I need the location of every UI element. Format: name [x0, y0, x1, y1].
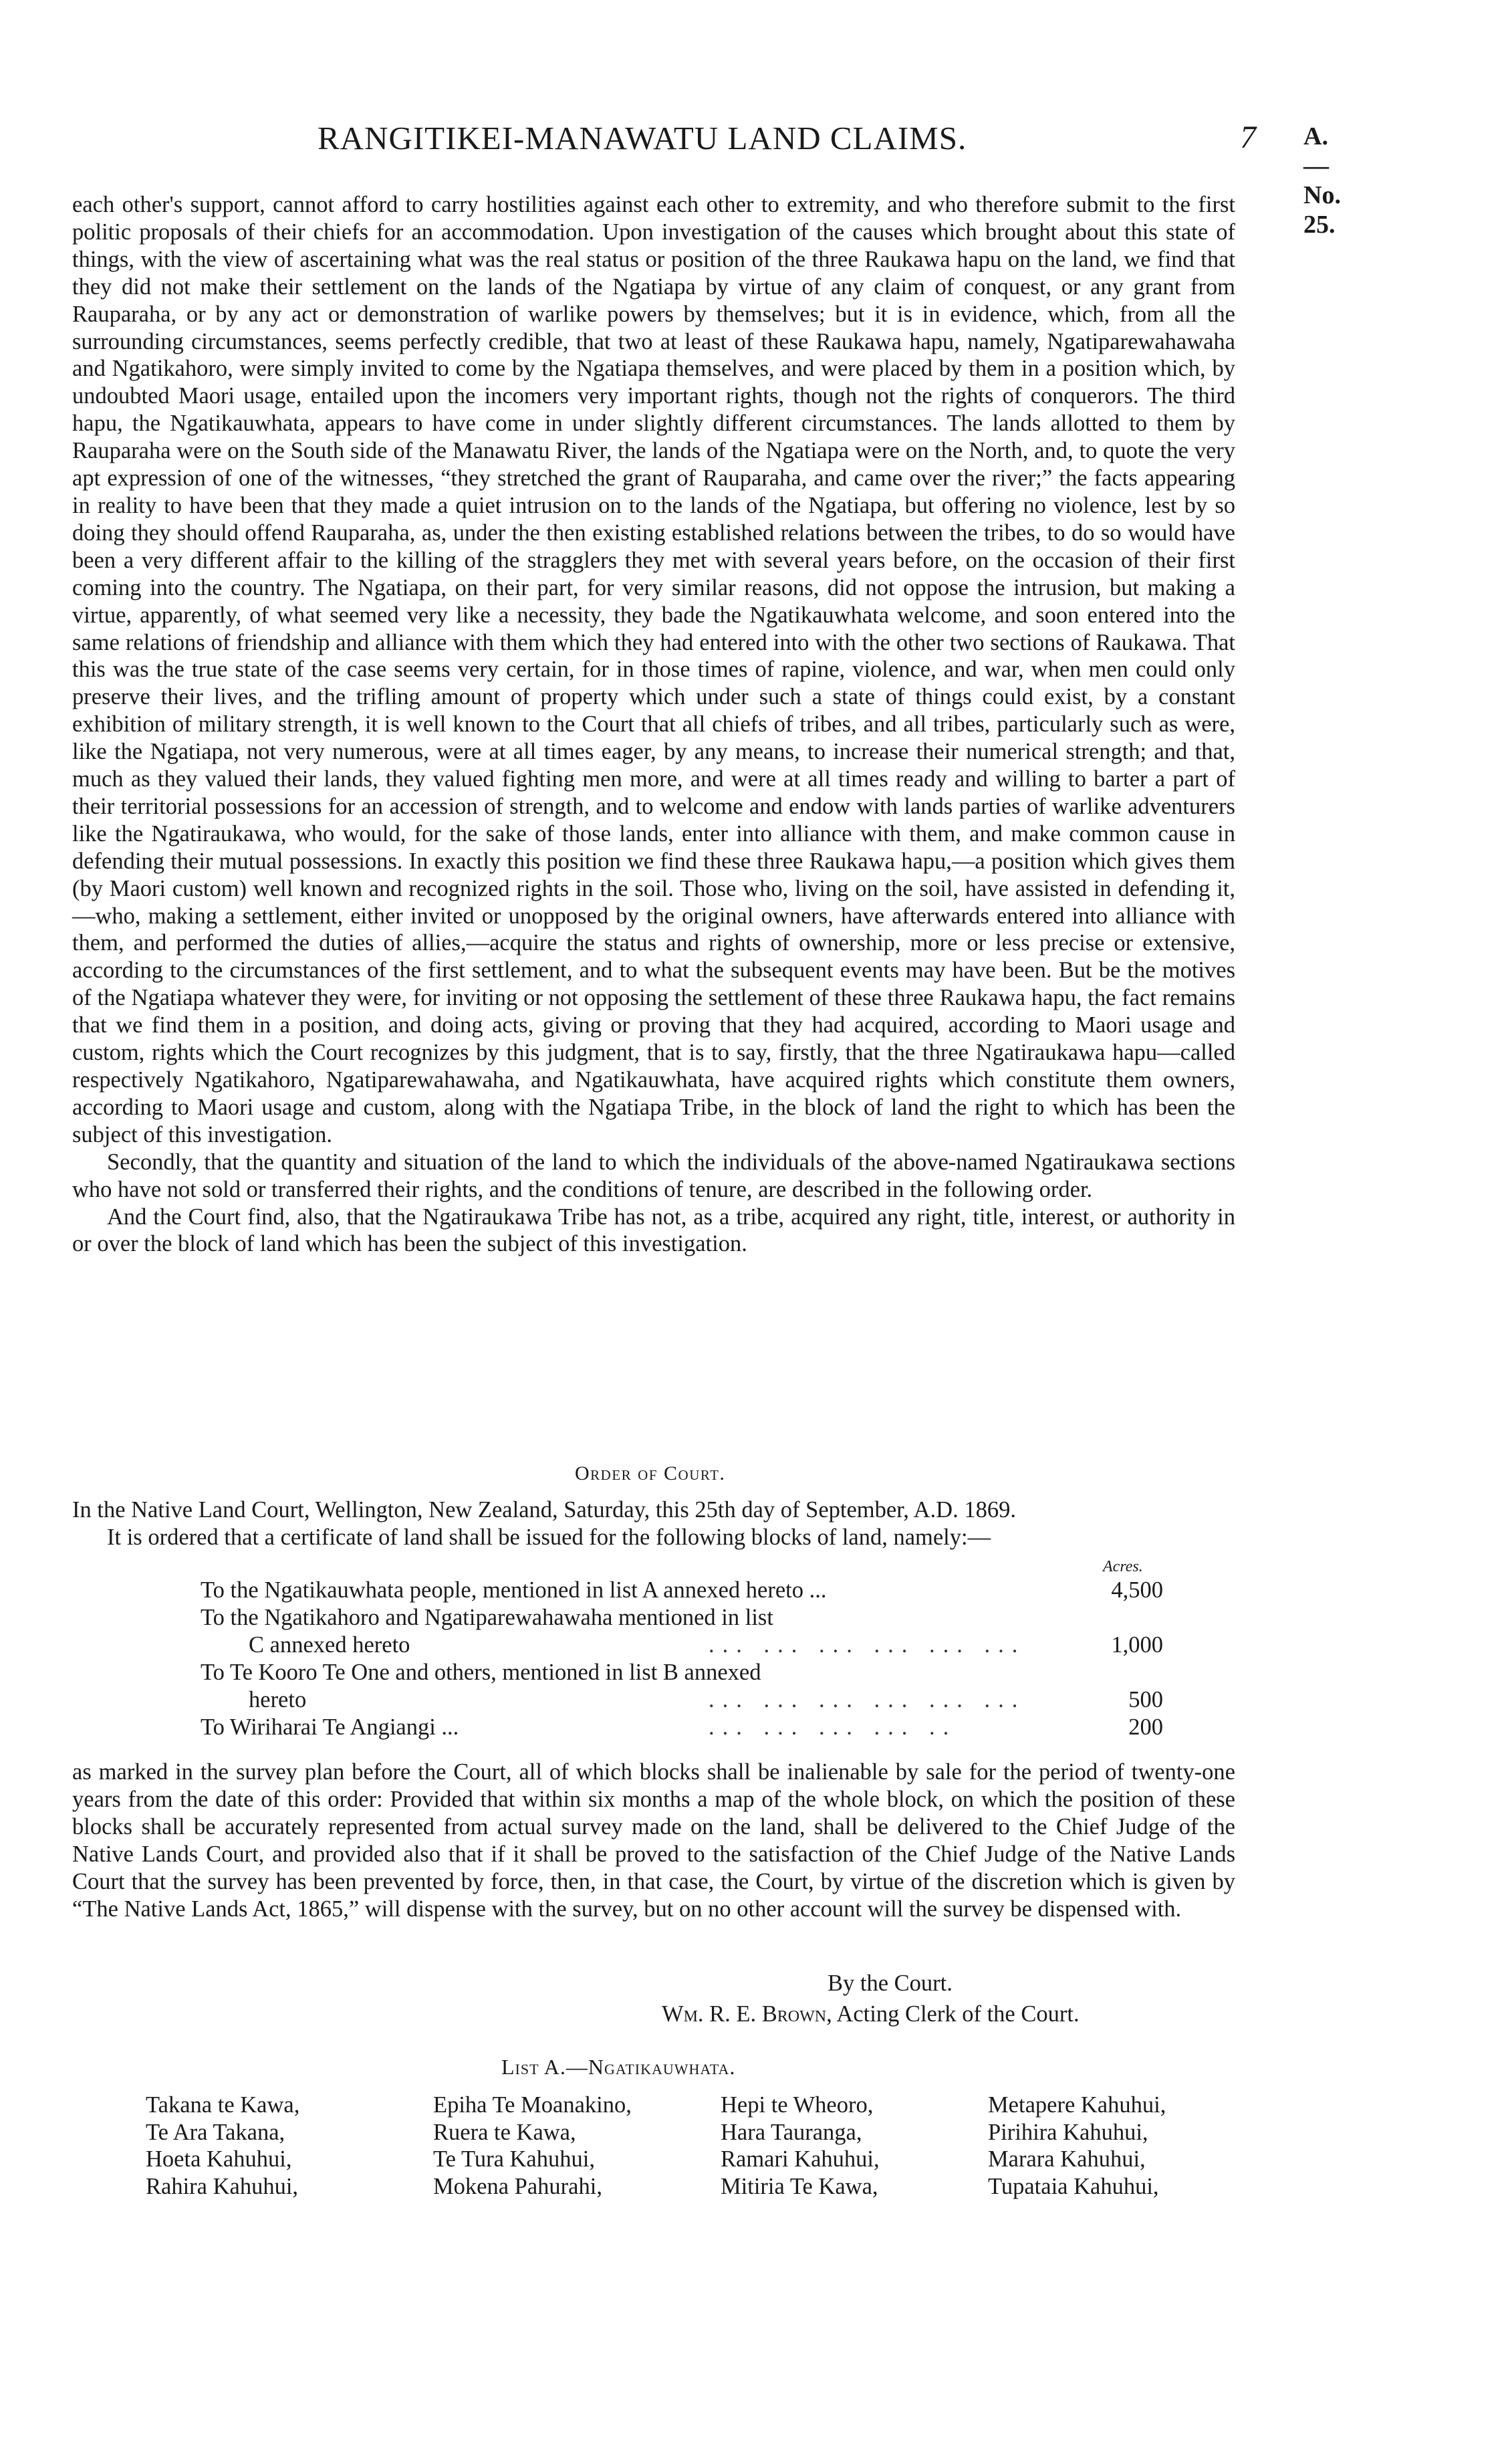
- order-intro-line: It is ordered that a certificate of land shall be issued for the following blocks of land, namely:—: [107, 1525, 991, 1550]
- land-block-description: To Wiriharai Te Angiangi ...: [201, 1714, 459, 1740]
- page-title: RANGITIKEI-MANAWATU LAND CLAIMS.: [318, 120, 967, 156]
- page-header: [80, 119, 1341, 239]
- leader-dots: ... ... ... ... ..: [709, 1714, 957, 1740]
- list-a-name: Tupataia Kahuhui,: [988, 2173, 1159, 2199]
- land-block-item: [201, 1604, 1163, 1659]
- judgment-text: [72, 191, 1235, 1258]
- list-a-name: Hoeta Kahuhui,: [146, 2146, 292, 2172]
- list-a-name: Te Tura Kahuhui,: [433, 2146, 595, 2172]
- land-block-description: To the Ngatikahoro and Ngatiparewahawaha mentioned in list: [201, 1605, 773, 1630]
- order-title: Order of Court.: [575, 1462, 726, 1484]
- signature-role: , Acting Clerk of the Court.: [826, 2001, 1080, 2027]
- leader-dots: ... ... ... ... ... ...: [709, 1632, 1026, 1658]
- leader-dots: ... ... ... ... ... ...: [709, 1687, 1026, 1712]
- list-a-name: Hara Tauranga,: [721, 2119, 862, 2145]
- order-closing-text: as marked in the survey plan before the Court, all of which blocks shall be inalienable by sale for the period of twenty-one years from the date of this order: Provided that within six months a map of the whole block, on which the position of these blocks shall be accurately represented from actual survey made on the land, shall be delivered to the Chief Judge of the Native Lands Court, and provided also that if it shall be proved to the satisfaction of the Chief Judge of the Native Lands Court that the survey has been prevented by force, then, in that case, the Court, by virtue of the discretion which is given by “The Native Lands Act, 1865,” will dispense with the survey, but on no other account will the survey be dispensed with.: [72, 1759, 1235, 1922]
- order-intro-line: In the Native Land Court, Wellington, New Zealand, Saturday, this 25th day of September, A.D. 1869.: [72, 1497, 1016, 1523]
- list-a-name: Te Ara Takana,: [146, 2119, 285, 2145]
- list-a-name: Ramari Kahuhui,: [721, 2146, 880, 2172]
- document-reference: A.—No. 25.: [1303, 122, 1341, 239]
- list-a-title: List A.—Ngatikauwhata.: [501, 2055, 736, 2079]
- list-a-name: Metapere Kahuhui,: [988, 2092, 1166, 2118]
- list-a-name: Epiha Te Moanakino,: [433, 2092, 632, 2118]
- judgment-paragraph: Secondly, that the quantity and situation of the land to which the individuals of the above-named Ngatiraukawa sections who have not sold or transferred their rights, and the conditions of tenure, are described in the following order.: [72, 1149, 1235, 1202]
- land-block-item: [201, 1714, 1163, 1741]
- judgment-paragraph: And the Court find, also, that the Ngatiraukawa Tribe has not, as a tribe, acquired any right, title, interest, or authority in or over the block of land which has been the subject of this investigation.: [72, 1204, 1235, 1257]
- order-intro: [72, 1496, 1242, 1551]
- land-block-acres: 4,500: [1111, 1577, 1163, 1603]
- list-a-name: Ruera te Kawa,: [433, 2119, 576, 2145]
- land-block-acres: 1,000: [1111, 1632, 1163, 1658]
- list-a-name: Pirihira Kahuhui,: [988, 2119, 1148, 2145]
- list-a-name: Takana te Kawa,: [146, 2092, 300, 2118]
- land-blocks-list: [201, 1577, 1163, 1741]
- list-a-name: Rahira Kahuhui,: [146, 2173, 299, 2199]
- list-a-name: Mitiria Te Kawa,: [721, 2173, 878, 2199]
- judgment-paragraph: each other's support, cannot afford to carry hostilities against each other to extremity, and who therefore submit to the first politic proposals of their chiefs for an accommodation. Upon investigation of the causes which brought about this state of things, with the view of ascertaining what was the real status or position of the three Raukawa hapu on the land, we find that they did not make their settlement on the lands of the Ngatiapa by virtue of any claim of conquest, or any grant from Rauparaha, or by any act or demonstration of warlike powers by themselves; but it is in evidence, which, from all the surrounding circumstances, seems perfectly credible, that two at least of these Raukawa hapu, namely, Ngatiparewahawaha and Ngatikahoro, were simply invited to come by the Ngatiapa themselves, and were placed by them in a position which, by undoubted Maori usage, entailed upon the incomers very important rights, though not the rights of conquerors. The third hapu, the Ngatikauwhata, appears to have come in under slightly different circumstances. The lands allotted to them by Rauparaha were on the South side of the Manawatu River, the lands of the Ngatiapa were on the North, and, to quote the very apt expression of one of the witnesses, “they stretched the grant of Rauparaha, and came over the river;” the facts appearing in reality to have been that they made a quiet intrusion on to the lands of the Ngatiapa, but offering no violence, lest by so doing they should offend Rauparaha, as, under the then existing established relations between the tribes, to do so would have been a very different affair to the killing of the stragglers they met with several years before, on the occasion of their first coming into the country. The Ngatiapa, on their part, for very similar reasons, did not oppose the intrusion, but making a virtue, apparently, of what seemed very like a necessity, they bade the Ngatikauwhata welcome, and soon entered into the same relations of friendship and alliance with them which they had entered into with the other two sections of Raukawa. That this was the true state of the case seems very certain, for in those times of rapine, violence, and war, when men could only preserve their lives, and the trifling amount of property which under such a state of things could exist, by a constant exhibition of military strength, it is well known to the Court that all chiefs of tribes, and all tribes, particularly such as were, like the Ngatiapa, not very numerous, were at all times eager, by any means, to increase their numerical strength; and that, much as they valued their lands, they valued fighting men more, and were at all times ready and willing to barter a part of their territorial possessions for an accession of strength, and to welcome and endow with lands parties of warlike adventurers like the Ngatiraukawa, who would, for the sake of those lands, enter into alliance with them, and make common cause in defending their mutual possessions. In exactly this position we find these three Raukawa hapu,—a position which gives them (by Maori custom) well known and recognized rights in the soil. Those who, living on the soil, have assisted in defending it,—who, making a settlement, either invited or unopposed by the original owners, have afterwards entered into alliance with them, and performed the duties of allies,—acquire the status and rights of ownership, more or less precise or extensive, according to the circumstances of the first settlement, and to what the subsequent events may have been. But be the motives of the Ngatiapa whatever they were, for inviting or not opposing the settlement of these three Raukawa hapu, the fact remains that we find them in a position, and doing acts, giving or proving that they had acquired, according to Maori usage and custom, rights which the Court recognizes by this judgment, that is to say, firstly, that the three Ngatiraukawa hapu—called respectively Ngatikahoro, Ngatiparewahawaha, and Ngatikauwhata, have acquired rights which constitute them owners, according to Maori usage and custom, along with the Ngatiapa Tribe, in the block of land the right to which has been the subject of this investigation.: [72, 192, 1235, 1147]
- land-block-acres: 200: [1128, 1714, 1163, 1741]
- list-a-name: Hepi te Wheoro,: [721, 2092, 874, 2118]
- land-block-description-cont: C annexed hereto: [249, 1632, 410, 1658]
- list-a-names: [146, 2092, 1269, 2200]
- acres-column-heading: Acres.: [1103, 1558, 1143, 1575]
- land-block-description-cont: hereto: [249, 1687, 307, 1712]
- by-the-court: By the Court.: [828, 1971, 953, 1996]
- list-a-name: Mokena Pahurahi,: [433, 2173, 602, 2199]
- land-block-item: [201, 1659, 1163, 1714]
- signature-name: Wm. R. E. Brown: [662, 2001, 827, 2027]
- list-a-name: Marara Kahuhui,: [988, 2146, 1146, 2172]
- order-closing: [72, 1759, 1235, 1922]
- page-number: 7: [1240, 120, 1256, 155]
- land-block-acres: 500: [1128, 1687, 1163, 1713]
- land-block-description: To Te Kooro Te One and others, mentioned in list B annexed: [201, 1660, 761, 1685]
- land-block-description: To the Ngatikauwhata people, mentioned in list A annexed hereto ...: [201, 1577, 827, 1603]
- land-block-item: [201, 1577, 1163, 1604]
- signature-line: [662, 2001, 1080, 2027]
